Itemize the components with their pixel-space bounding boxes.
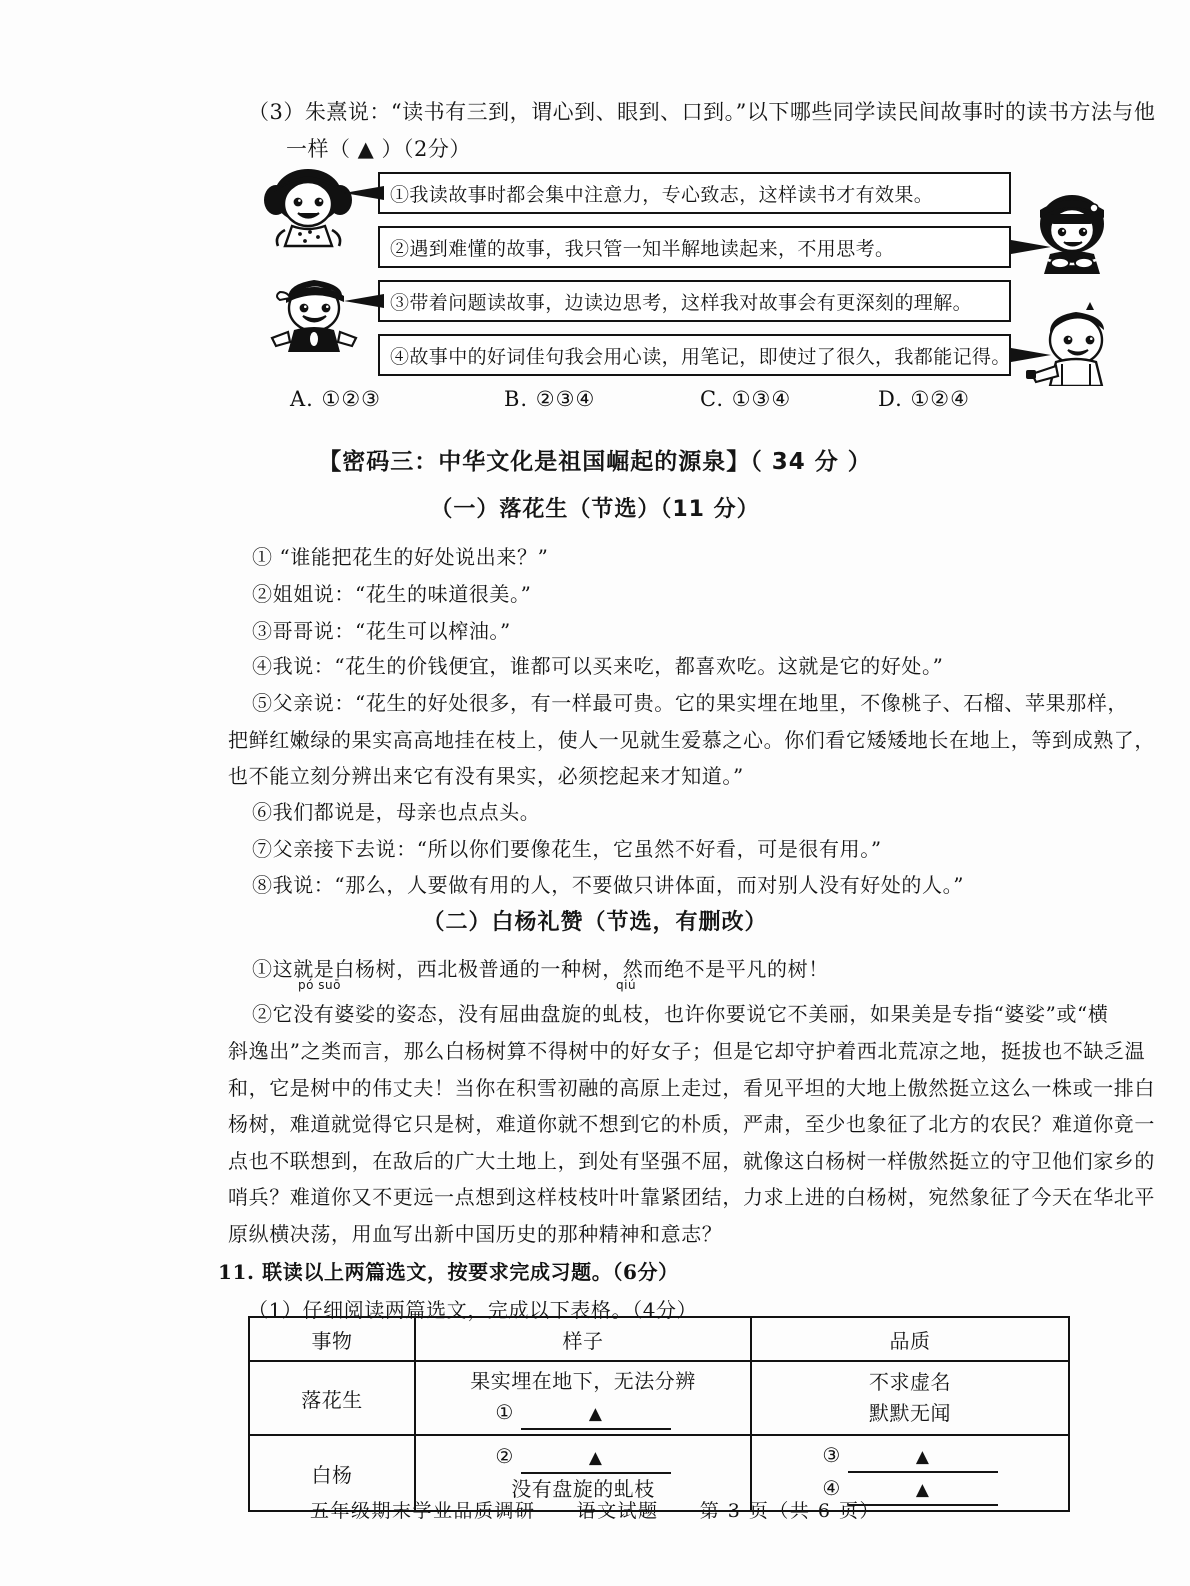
- pinyin-qiu: qiú: [616, 978, 637, 992]
- answer-option-b-label: B.: [504, 387, 529, 411]
- answer-table: [248, 1316, 1070, 1512]
- blank-marker-triangle: ▲: [915, 1447, 930, 1467]
- answer-blank-3[interactable]: [848, 1440, 998, 1473]
- speech-bubble-1-tail: [344, 186, 384, 200]
- answer-option-d: [878, 387, 970, 411]
- quality-peanut-line2: 默默无闻: [869, 1401, 951, 1425]
- appearance-poplar-text: 没有盘旋的虬枝: [511, 1477, 655, 1501]
- answer-option-d-value: ①②④: [910, 387, 970, 411]
- quality-peanut-line1: 不求虚名: [869, 1370, 951, 1394]
- table-header-thing: 事物: [249, 1317, 415, 1361]
- answer-option-b-value: ②③④: [535, 387, 596, 411]
- answer-option-a-value: ①②③: [321, 387, 382, 411]
- speech-bubble-option-2-text: ②遇到难懂的故事，我只管一知半解地读起来，不用思考。: [390, 237, 895, 260]
- passage1-line-5: ⑤父亲说：“花生的好处很多，有一样最可贵。它的果实埋在地里，不像桃子、石榴、苹果那样，: [252, 691, 1129, 715]
- boy-pointing-avatar: [1016, 300, 1128, 386]
- answer-blank-1[interactable]: [521, 1397, 671, 1430]
- passage1-line-1: ① “谁能把花生的好处说出来？”: [252, 545, 549, 569]
- footer-page-number: 第 3 页（共 6 页）: [699, 1500, 881, 1522]
- answer-option-c-value: ①③④: [731, 387, 792, 411]
- table-header-row: [249, 1317, 1069, 1361]
- section-header-password-three: 【密码三：中华文化是祖国崛起的源泉】（ 34 分 ）: [318, 449, 872, 475]
- passage1-line-10: ⑧我说：“那么，人要做有用的人，不要做只讲体面，而对别人没有好处的人。”: [252, 873, 965, 897]
- question-11-stem: 11. 联读以上两篇选文，按要求完成习题。（6分）: [218, 1260, 679, 1284]
- boy-backwards-cap-avatar: [258, 266, 370, 352]
- passage1-line-2: ②姐姐说：“花生的味道很美。”: [252, 582, 532, 606]
- blank-number-2: ②: [495, 1444, 514, 1468]
- passage1-line-9: ⑦父亲接下去说：“所以你们要像花生，它虽然不好看，可是很有用。”: [252, 837, 882, 861]
- speech-bubble-option-3: [378, 280, 1011, 322]
- passage1-line-8: ⑥我们都说是，母亲也点点头。: [252, 800, 541, 824]
- passage2-line-6: 点也不联想到，在敌后的广大土地上，到处有坚强不屈，就像这白杨树一样傲然挺立的守卫他们家乡的: [228, 1149, 1155, 1173]
- question-11-sub-stem: （1）仔细阅读两篇选文，完成以下表格。（4分）: [248, 1298, 698, 1322]
- table-cell-thing-peanut: 落花生: [249, 1361, 415, 1435]
- passage1-line-4: ④我说：“花生的价钱便宜，谁都可以买来吃，都喜欢吃。这就是它的好处。”: [252, 654, 944, 678]
- answer-option-a-label: A.: [290, 387, 314, 411]
- girl-bob-arms-crossed-avatar: [1016, 188, 1128, 274]
- passage2-line-4: 和，它是树中的伟丈夫！当你在积雪初融的高原上走过，看见平坦的大地上傲然挺立这么一株或一排白: [228, 1076, 1155, 1100]
- question-3-stem-line1: （3）朱熹说：“读书有三到，谓心到、眼到、口到。”以下哪些同学读民间故事时的读书方法与他: [248, 100, 1156, 124]
- appearance-peanut-text: 果实埋在地下，无法分辨: [470, 1369, 696, 1393]
- footer-subject: 语文试题: [576, 1500, 659, 1522]
- answer-option-c-label: C.: [700, 387, 724, 411]
- passage2-line-1: ①这就是白杨树，西北极普通的一种树，然而绝不是平凡的树！: [252, 957, 829, 981]
- speech-bubble-option-3-text: ③带着问题读故事，边读边思考，这样我对故事会有更深刻的理解。: [390, 291, 973, 314]
- table-cell-thing-poplar: 白杨: [249, 1435, 415, 1511]
- quality-poplar-blank-row-1: [754, 1440, 1066, 1473]
- speech-bubble-4-tail: [1011, 348, 1051, 362]
- blank-number-3: ③: [822, 1443, 841, 1467]
- footer-exam-name: 五年级期末学业品质调研: [309, 1500, 536, 1522]
- table-header-appearance: 样子: [415, 1317, 751, 1361]
- blank-marker-triangle: ▲: [588, 1404, 603, 1424]
- speech-bubble-option-1-text: ①我读故事时都会集中注意力，专心致志，这样读书才有效果。: [390, 183, 934, 206]
- question-3-stem-line2: 一样（ ▲ ）（2分）: [286, 137, 471, 161]
- speech-bubble-option-2: [378, 226, 1011, 268]
- passage2-line-2: ②它没有婆娑的姿态，没有屈曲盘旋的虬枝，也许你要说它不美丽，如果美是专指“婆娑”或“横: [252, 1002, 1109, 1026]
- speech-bubble-option-4: [378, 334, 1011, 376]
- appearance-poplar-blank-row: [418, 1441, 748, 1474]
- passage2-line-8: 原纵横决荡，用血写出新中国历史的那种精神和意志？: [228, 1222, 723, 1246]
- table-cell-appearance-peanut: [415, 1361, 751, 1435]
- answer-option-c: [700, 387, 791, 411]
- table-row: [249, 1361, 1069, 1435]
- passage1-line-7: 也不能立刻分辨出来它有没有果实，必须挖起来才知道。”: [228, 764, 744, 788]
- answer-option-b: [504, 387, 595, 411]
- speech-bubble-option-4-text: ④故事中的好词佳句我会用心读，用笔记，即使过了很久，我都能记得。: [390, 345, 1011, 368]
- passage1-line-6: 把鲜红嫩绿的果实高高地挂在枝上，使人一见就生爱慕之心。你们看它矮矮地长在地上，等到成熟了，: [228, 728, 1155, 752]
- passage2-line-3: 斜逸出”之类而言，那么白杨树算不得树中的好女子；但是它却守护着西北荒凉之地，挺拔也不缺乏温: [228, 1039, 1146, 1063]
- speech-bubble-option-1: [378, 172, 1011, 214]
- girl-curly-hair-avatar: [252, 162, 364, 248]
- speech-bubble-2-tail: [1011, 240, 1051, 254]
- sub-header-baiyanglizan: （二）白杨礼赞（节选，有删改）: [422, 910, 768, 935]
- blank-number-1: ①: [495, 1400, 514, 1424]
- passage1-line-3: ③哥哥说：“花生可以榨油。”: [252, 619, 511, 643]
- page-footer: [0, 1496, 1190, 1523]
- passage2-line-5: 杨树，难道就觉得它只是树，难道你就不想到它的朴质，严肃，至少也象征了北方的农民？难道你竟一: [228, 1112, 1155, 1136]
- sub-header-luohuasheng: （一）落花生（节选）（11 分）: [430, 497, 760, 522]
- answer-option-a: [290, 387, 381, 411]
- speech-bubble-3-tail: [344, 294, 384, 308]
- table-cell-quality-peanut: [751, 1361, 1069, 1435]
- answer-blank-2[interactable]: [521, 1441, 671, 1474]
- answer-option-d-label: D.: [878, 387, 903, 411]
- blank-marker-triangle: ▲: [588, 1448, 603, 1468]
- pinyin-posuo: pó suō: [298, 978, 341, 992]
- table-header-quality: 品质: [751, 1317, 1069, 1361]
- blank-number-4: ④: [822, 1476, 841, 1500]
- blank-marker-triangle: ▲: [915, 1480, 930, 1500]
- passage2-line-7: 哨兵？难道你又不更远一点想到这样枝枝叶叶靠紧团结，力求上进的白杨树，宛然象征了今天在华北平: [228, 1185, 1155, 1209]
- appearance-peanut-blank-row: [418, 1397, 748, 1430]
